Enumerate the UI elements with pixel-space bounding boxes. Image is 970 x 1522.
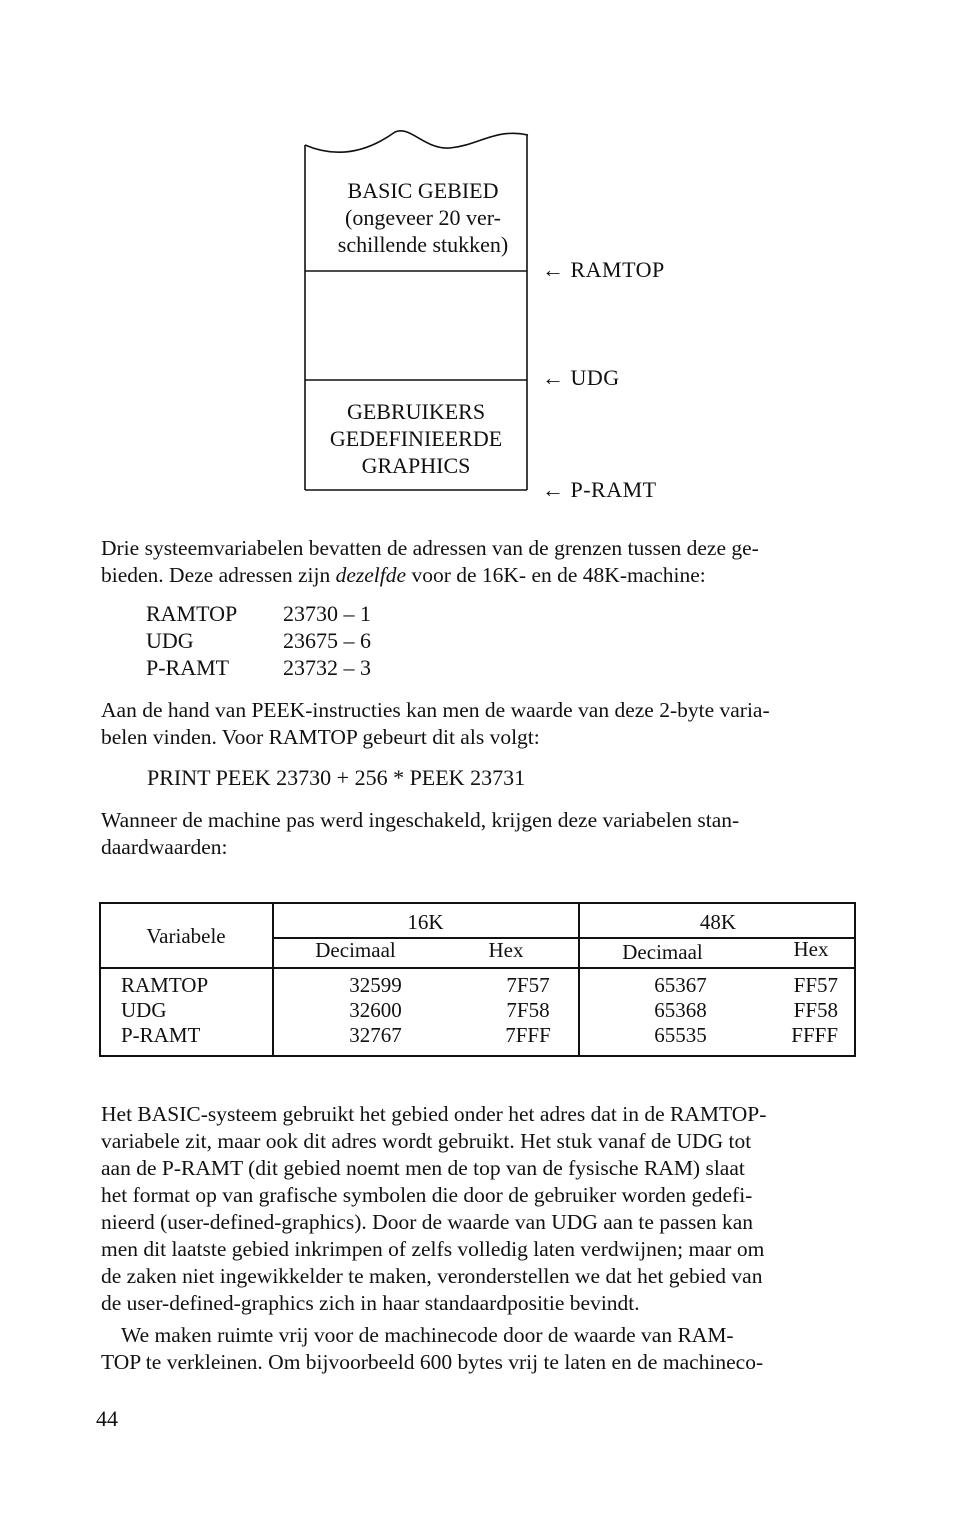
list-item bbox=[146, 655, 371, 682]
default-values-table bbox=[99, 902, 856, 1057]
variable-name: P-RAMT bbox=[146, 655, 230, 680]
row-dec16: 32599 bbox=[349, 973, 402, 997]
row-dec16: 32600 bbox=[349, 998, 402, 1022]
page-number: 44 bbox=[96, 1406, 118, 1431]
variable-address: 23732 – 3 bbox=[283, 655, 371, 680]
table-body bbox=[101, 973, 856, 1048]
system-variables-list bbox=[146, 601, 371, 682]
udg-area-line: GRAPHICS bbox=[361, 453, 471, 478]
row-dec16: 32767 bbox=[349, 1023, 402, 1047]
table-row bbox=[101, 1023, 856, 1048]
text-line bbox=[101, 562, 858, 589]
header-16k-hex: Hex bbox=[488, 938, 524, 962]
paragraph-basic-system bbox=[101, 1101, 858, 1317]
text-segment: voor de 16K- en de 48K-machine: bbox=[406, 563, 706, 587]
row-name: P-RAMT bbox=[121, 1023, 201, 1047]
paragraph-defaults bbox=[101, 807, 858, 861]
row-name: RAMTOP bbox=[121, 973, 209, 997]
basic-area-label bbox=[318, 177, 528, 258]
torn-top-edge bbox=[305, 131, 528, 153]
list-item bbox=[146, 628, 371, 655]
row-dec48: 65535 bbox=[654, 1023, 707, 1047]
header-16k-decimal: Decimaal bbox=[315, 938, 396, 962]
text-line: het format op van grafische symbolen die door de gebruiker worden gedefi- bbox=[101, 1183, 753, 1207]
code-example: PRINT PEEK 23730 + 256 * PEEK 23731 bbox=[147, 765, 526, 790]
text-line: We maken ruimte vrij voor de machinecode door de waarde van RAM- bbox=[121, 1323, 734, 1347]
ramtop-pointer: ← RAMTOP bbox=[542, 257, 665, 282]
text-line: Aan de hand van PEEK-instructies kan men de waarde van deze 2-byte varia- bbox=[101, 698, 770, 722]
header-48k-decimal: Decimaal bbox=[622, 940, 703, 964]
emphasis: dezelfde bbox=[335, 563, 407, 587]
header-48k: 48K bbox=[699, 910, 737, 934]
row-hex16: 7F58 bbox=[506, 998, 550, 1022]
text-line: variabele zit, maar ook dit adres wordt gebruikt. Het stuk vanaf de UDG tot bbox=[101, 1129, 752, 1153]
text-line: Drie systeemvariabelen bevatten de adressen van de grenzen tussen deze ge- bbox=[101, 536, 759, 560]
list-item bbox=[146, 601, 371, 628]
udg-area-line: GEBRUIKERS bbox=[346, 399, 486, 424]
text-line: nieerd (user-defined-graphics). Door de waarde van UDG aan te passen kan bbox=[101, 1210, 754, 1234]
text-line: men dit laatste gebied inkrimpen of zelfs volledig laten verdwijnen; maar om bbox=[101, 1237, 765, 1261]
udg-area-label bbox=[306, 398, 526, 479]
paragraph-peek bbox=[101, 697, 858, 751]
row-hex48: FFFF bbox=[791, 1023, 838, 1047]
row-dec48: 65367 bbox=[654, 973, 707, 997]
basic-area-line: (ongeveer 20 ver- bbox=[345, 205, 501, 230]
row-name: UDG bbox=[121, 998, 167, 1022]
variable-name: UDG bbox=[146, 628, 194, 653]
header-variable: Variabele bbox=[146, 924, 226, 948]
variable-address: 23730 – 1 bbox=[283, 601, 371, 626]
text-line: de zaken niet ingewikkelder te maken, veronderstellen we dat het gebied van bbox=[101, 1264, 763, 1288]
text-line: aan de P-RAMT (dit gebied noemt men de top van de fysische RAM) slaat bbox=[101, 1156, 745, 1180]
basic-area-line: schillende stukken) bbox=[337, 232, 509, 257]
row-hex16: 7FFF bbox=[505, 1023, 551, 1047]
row-hex48: FF58 bbox=[793, 998, 838, 1022]
text-segment: bieden. Deze adressen zijn bbox=[101, 563, 336, 587]
table-row bbox=[101, 973, 856, 998]
text-line: daardwaarden: bbox=[101, 835, 228, 859]
udg-pointer: ← UDG bbox=[542, 365, 620, 390]
basic-area-line: BASIC GEBIED bbox=[347, 178, 499, 203]
text-line: TOP te verkleinen. Om bijvoorbeeld 600 bytes vrij te laten en de machineco- bbox=[101, 1350, 764, 1374]
text-line: Het BASIC-systeem gebruikt het gebied onder het adres dat in de RAMTOP- bbox=[101, 1102, 767, 1126]
table-row bbox=[101, 998, 856, 1023]
row-dec48: 65368 bbox=[654, 998, 707, 1022]
text-line: Wanneer de machine pas werd ingeschakeld, krijgen deze variabelen stan- bbox=[101, 808, 740, 832]
text-line: belen vinden. Voor RAMTOP gebeurt dit als volgt: bbox=[101, 725, 540, 749]
variable-name: RAMTOP bbox=[146, 601, 238, 626]
header-16k: 16K bbox=[407, 910, 444, 934]
header-48k-hex: Hex bbox=[793, 937, 829, 961]
row-hex16: 7F57 bbox=[506, 973, 550, 997]
paragraph-ramtop-reduce bbox=[101, 1322, 858, 1376]
row-hex48: FF57 bbox=[793, 973, 838, 997]
table-divider bbox=[101, 967, 856, 969]
paragraph-intro bbox=[101, 535, 858, 589]
udg-area-line: GEDEFINIEERDE bbox=[329, 426, 503, 451]
variable-address: 23675 – 6 bbox=[283, 628, 371, 653]
text-line: de user-defined-graphics zich in haar standaardpositie bevindt. bbox=[101, 1291, 640, 1315]
pramt-pointer: ← P-RAMT bbox=[542, 477, 657, 502]
